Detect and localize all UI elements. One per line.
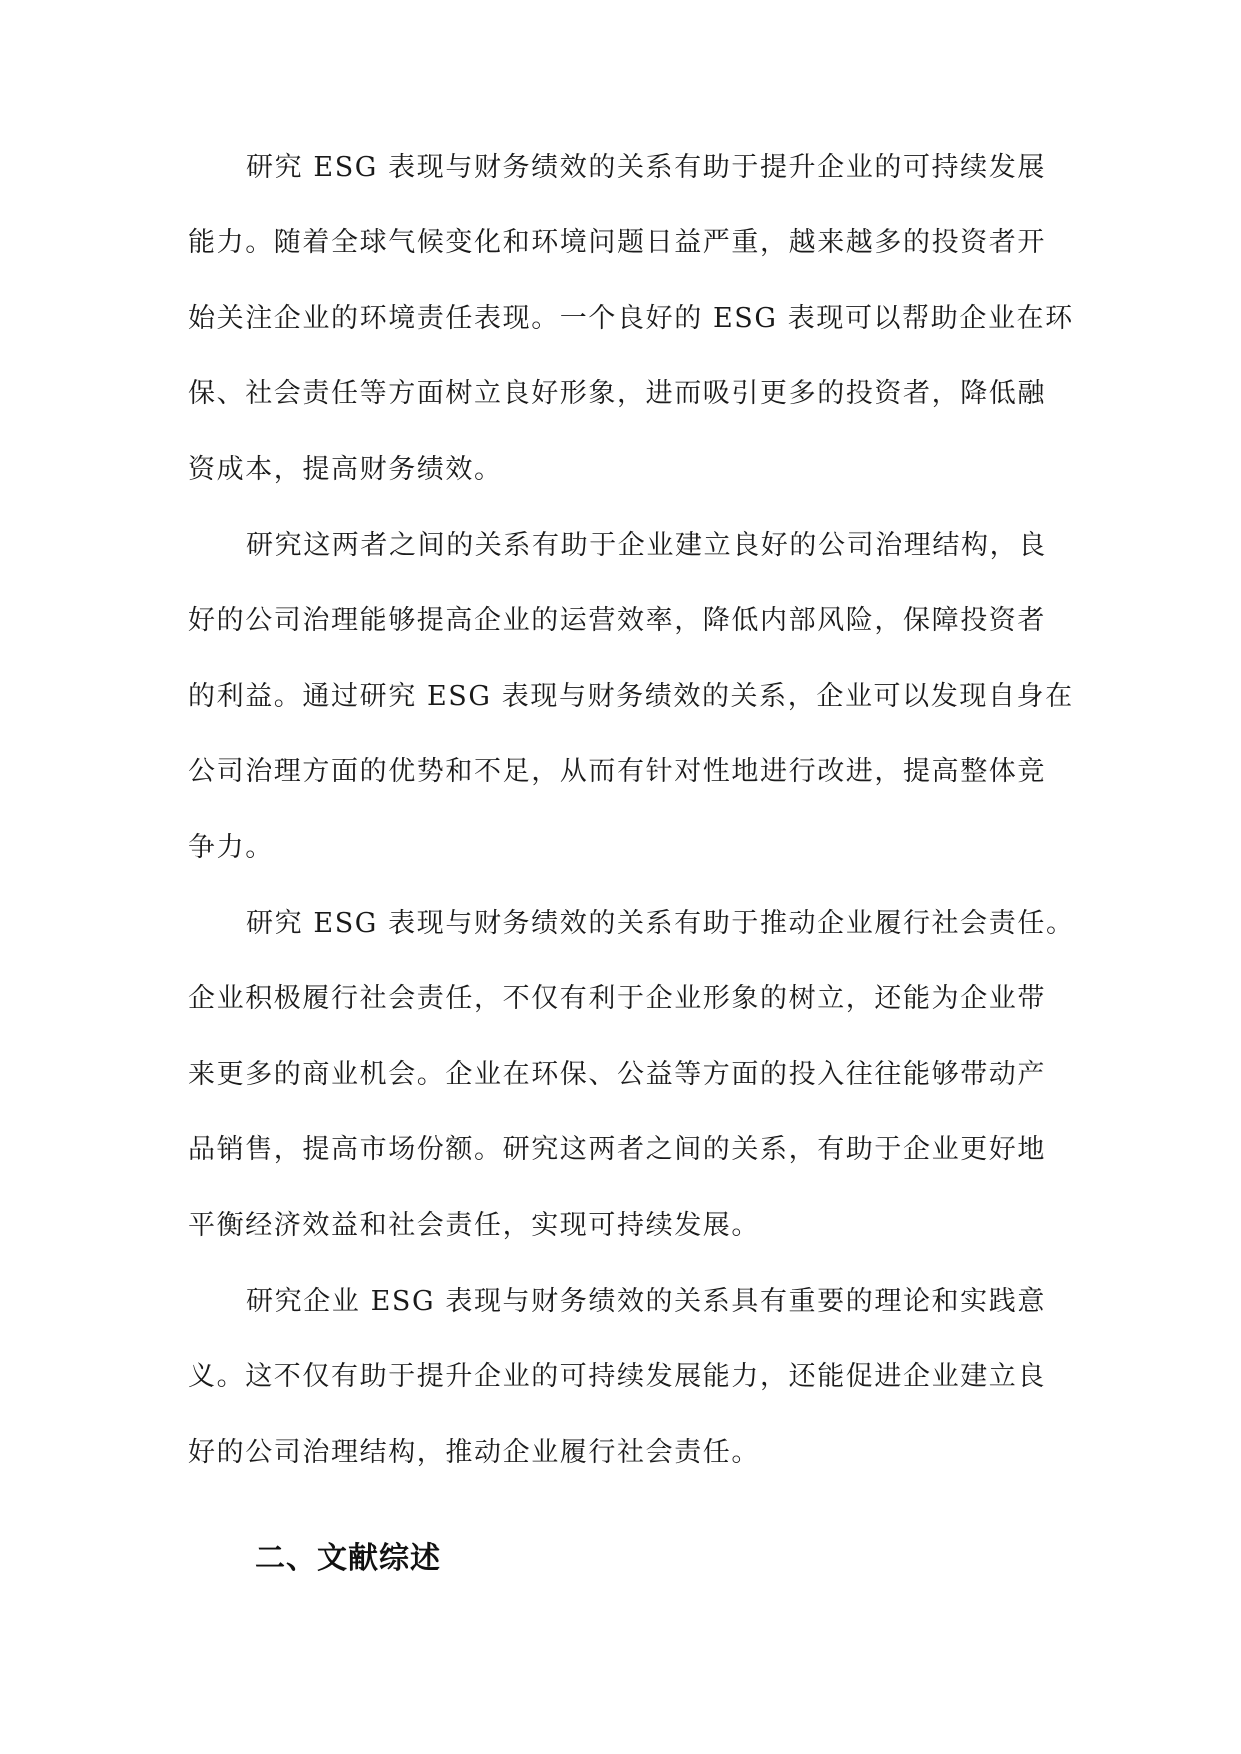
paragraph-line: 的利益。通过研究 ESG 表现与财务绩效的关系，企业可以发现自身在: [188, 681, 1074, 712]
paragraph-line: 企业积极履行社会责任，不仅有利于企业形象的树立，还能为企业带: [188, 983, 1046, 1014]
paragraph-line: 好的公司治理结构，推动企业履行社会责任。: [188, 1437, 760, 1468]
paragraph-line: 资成本，提高财务绩效。: [188, 454, 503, 485]
paragraph-line: 好的公司治理能够提高企业的运营效率，降低内部风险，保障投资者: [188, 605, 1046, 636]
paragraph-line: 始关注企业的环境责任表现。一个良好的 ESG 表现可以帮助企业在环: [188, 303, 1074, 334]
paragraph-line: 能力。随着全球气候变化和环境问题日益严重，越来越多的投资者开: [188, 227, 1046, 258]
paragraph-line: 品销售，提高市场份额。研究这两者之间的关系，有助于企业更好地: [188, 1134, 1046, 1165]
paragraph-line: 来更多的商业机会。企业在环保、公益等方面的投入往往能够带动产: [188, 1059, 1046, 1090]
paragraph-line: 争力。: [188, 832, 274, 863]
paragraph-line: 平衡经济效益和社会责任，实现可持续发展。: [188, 1210, 760, 1241]
paragraph-line: 保、社会责任等方面树立良好形象，进而吸引更多的投资者，降低融: [188, 378, 1046, 409]
paragraph-line: 研究企业 ESG 表现与财务绩效的关系具有重要的理论和实践意: [246, 1286, 1046, 1317]
paragraph-line: 研究 ESG 表现与财务绩效的关系有助于推动企业履行社会责任。: [246, 908, 1075, 939]
section-heading: 二、文献综述: [255, 1541, 441, 1576]
paragraph-line: 义。这不仅有助于提升企业的可持续发展能力，还能促进企业建立良: [188, 1361, 1046, 1392]
paragraph-line: 研究 ESG 表现与财务绩效的关系有助于提升企业的可持续发展: [246, 152, 1046, 183]
paragraph-line: 公司治理方面的优势和不足，从而有针对性地进行改进，提高整体竞: [188, 756, 1046, 787]
paragraph-line: 研究这两者之间的关系有助于企业建立良好的公司治理结构，良: [246, 530, 1047, 561]
